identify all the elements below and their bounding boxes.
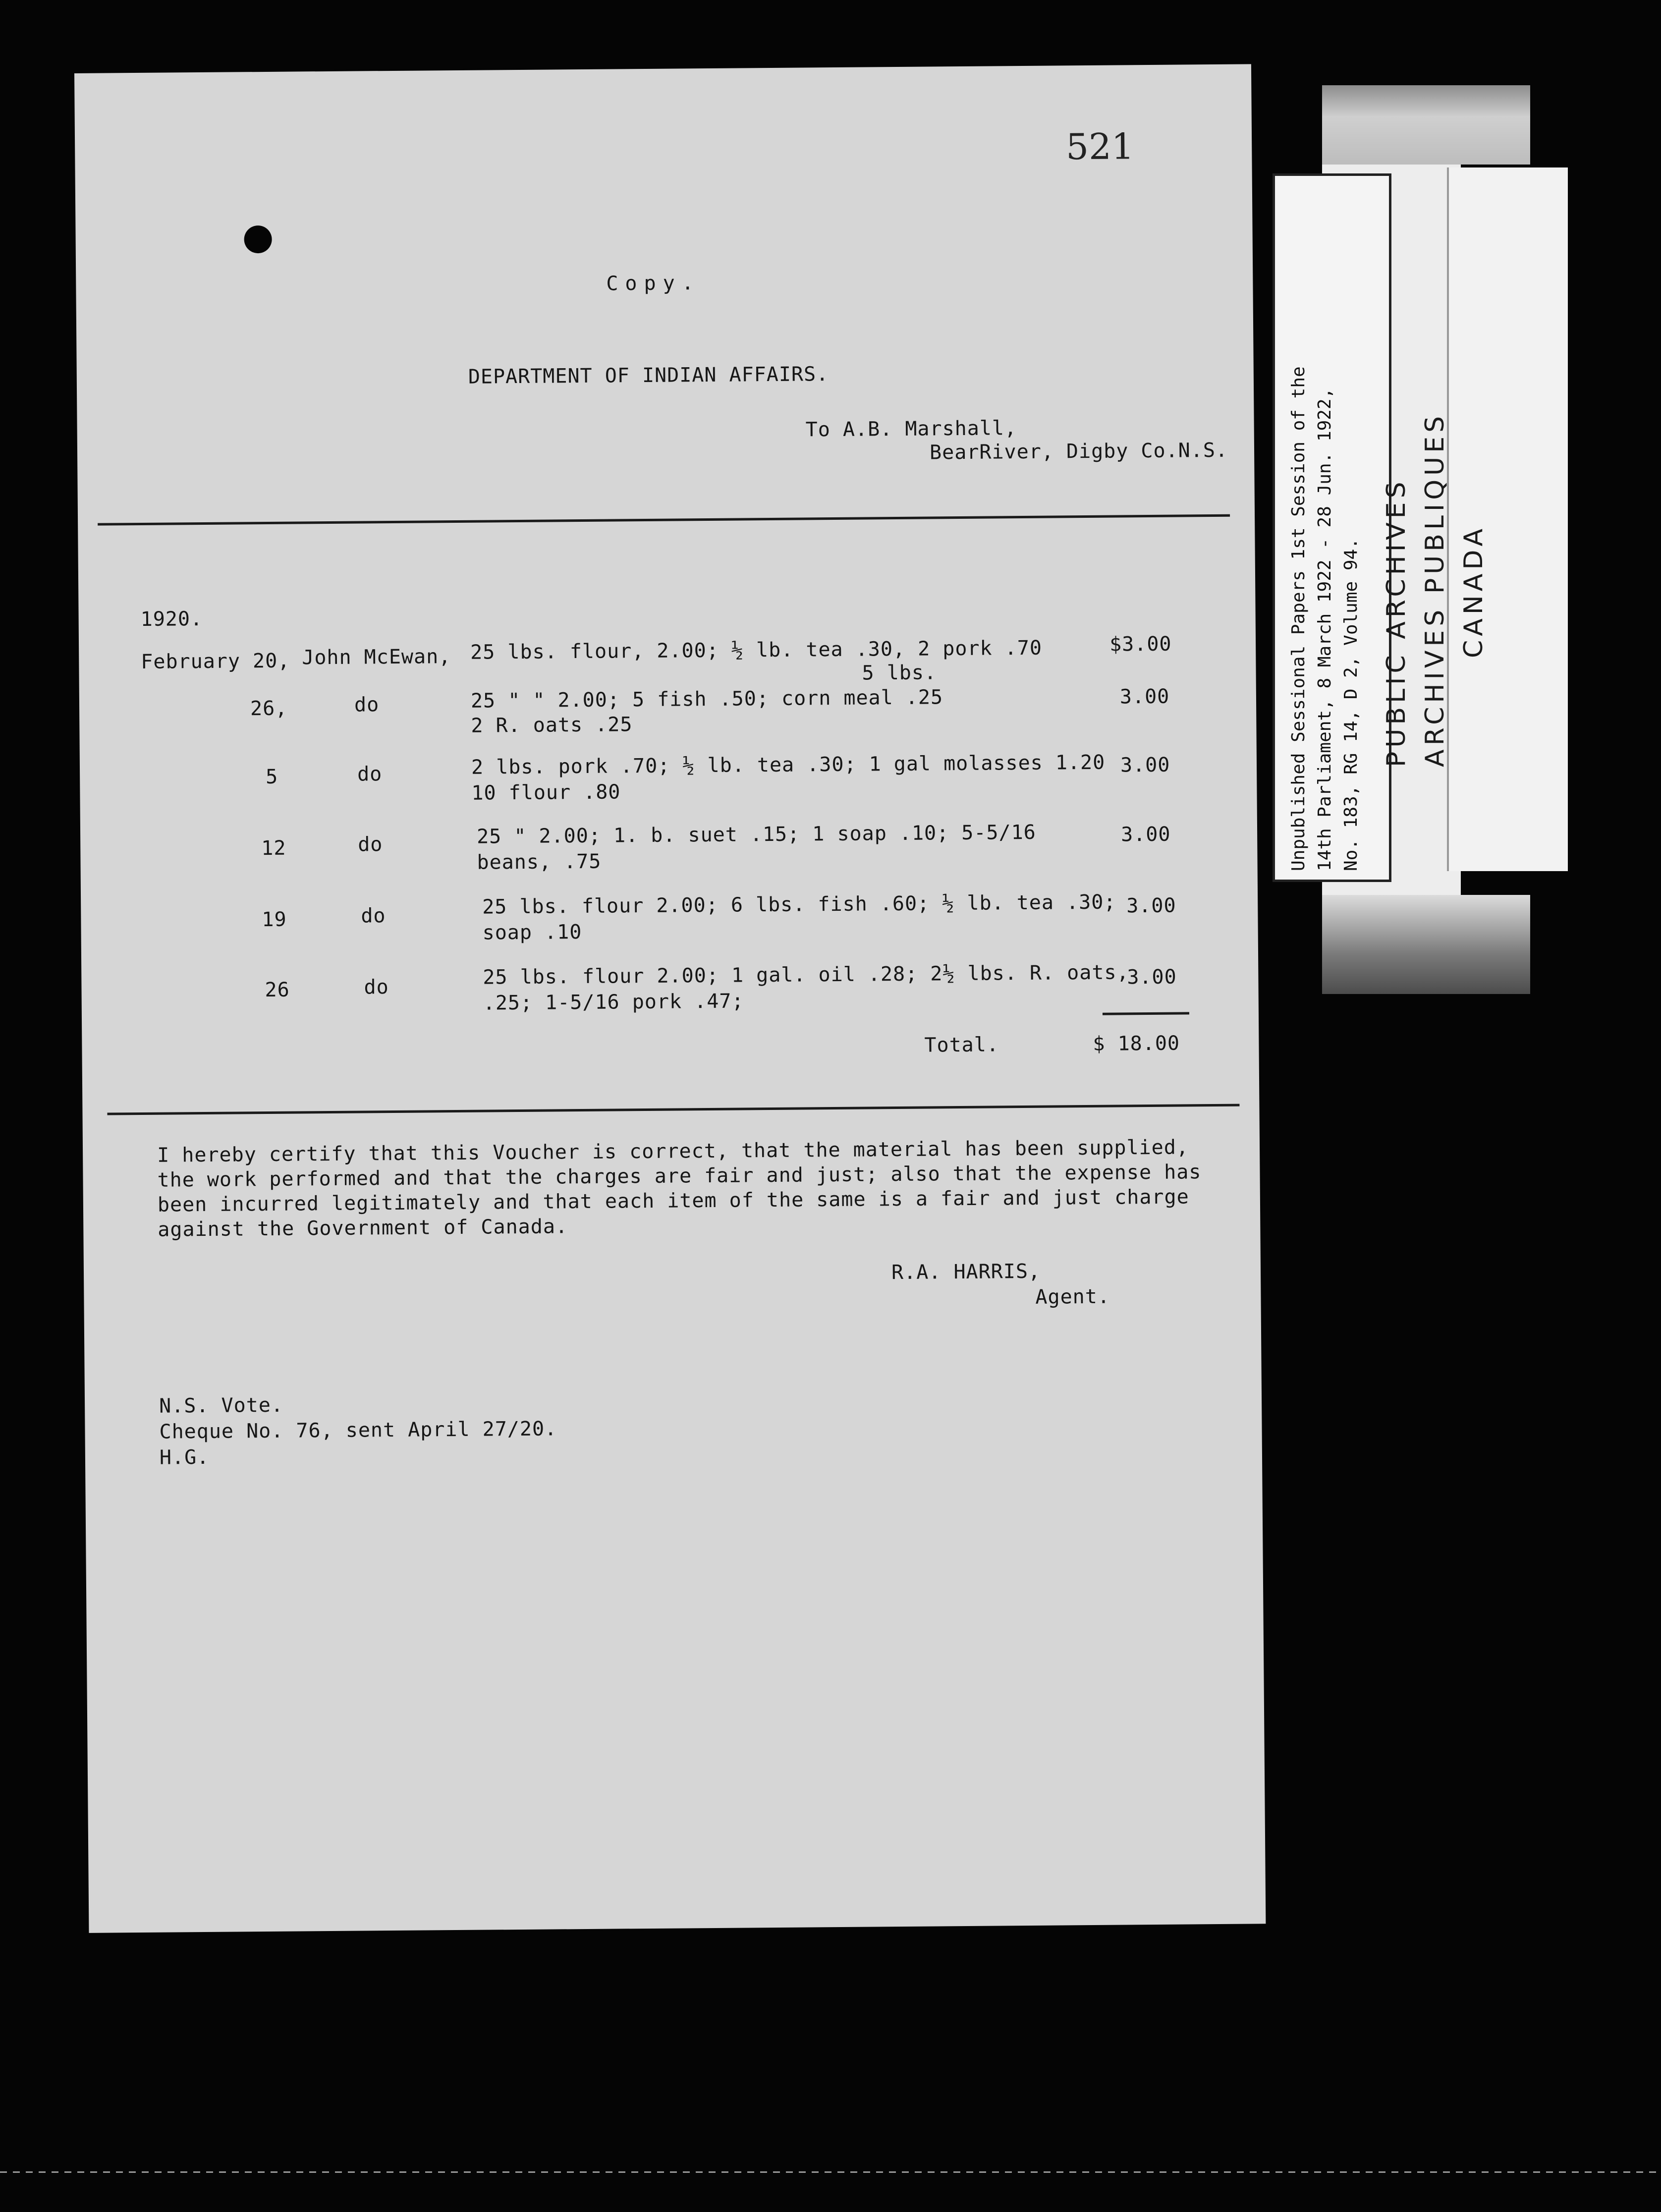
archive-label-line: 14th Parliament, 8 March 1922 - 28 Jun. 1922, <box>1315 387 1335 871</box>
entry-amount: $3.00 <box>1109 632 1172 656</box>
signer-name: R.A. HARRIS, <box>891 1260 1041 1284</box>
entry-date: 19 <box>262 908 287 932</box>
entry-amount: 3.00 <box>1120 823 1171 846</box>
entry-description-note: 5 lbs. <box>862 661 937 685</box>
entry-amount: 3.00 <box>1120 753 1170 777</box>
entry-description: 2 lbs. pork .70; ½ lb. tea .30; 1 gal molasses 1.20 <box>471 751 1106 779</box>
entry-name: do <box>357 763 383 786</box>
entry-name: do <box>364 976 389 999</box>
signer-title: Agent. <box>1035 1285 1110 1309</box>
archive-strip-bottom <box>1322 895 1530 994</box>
entry-name: do <box>361 904 386 928</box>
entry-description: 25 lbs. flour, 2.00; ½ lb. tea .30, 2 pork .70 <box>470 636 1043 664</box>
department-title: DEPARTMENT OF INDIAN AFFAIRS. <box>468 363 829 388</box>
entry-description-line2: 2 R. oats .25 <box>471 713 633 737</box>
archive-strip-top <box>1322 85 1530 165</box>
voucher-sheet <box>74 64 1266 1933</box>
copy-label: Copy. <box>606 272 701 295</box>
entry-date: February 20, <box>141 649 290 673</box>
entry-description-line2: .25; 1-5/16 pork .47; <box>483 990 744 1015</box>
entry-date: 5 <box>265 765 278 789</box>
voucher-year: 1920. <box>140 607 203 631</box>
entry-description: 25 " 2.00; 1. b. suet .15; 1 soap .10; 5-5/16 <box>476 821 1036 848</box>
initials-note: H.G. <box>159 1445 210 1469</box>
entry-date: 12 <box>261 836 286 860</box>
entry-date: 26 <box>265 978 290 1002</box>
entry-amount: 3.00 <box>1127 965 1177 989</box>
bottom-rule <box>107 1104 1239 1115</box>
total-label: Total. <box>924 1033 999 1057</box>
archive-stamp-line: ARCHIVES PUBLIQUES <box>1420 412 1450 767</box>
entry-name: do <box>354 693 380 717</box>
page-number: 521 <box>1065 125 1134 168</box>
vote-note: N.S. Vote. <box>159 1393 284 1418</box>
punch-hole <box>244 225 272 253</box>
entry-description-line2: beans, .75 <box>477 850 602 874</box>
archive-strip-backing <box>1447 167 1568 871</box>
payee-address: BearRiver, Digby Co.N.S. <box>929 439 1228 464</box>
entry-description-line2: 10 flour .80 <box>471 780 621 805</box>
total-rule <box>1103 1012 1189 1015</box>
entry-description-line2: soap .10 <box>482 921 582 944</box>
entry-description: 25 lbs. flour 2.00; 1 gal. oil .28; 2½ lbs. R. oats, <box>483 961 1129 989</box>
entry-amount: 3.00 <box>1119 685 1170 709</box>
payee-name: To A.B. Marshall, <box>805 417 1017 442</box>
entry-date: 26, <box>250 697 288 720</box>
entry-description: 25 lbs. flour 2.00; 6 lbs. fish .60; ½ lb. tea .30; <box>482 890 1116 919</box>
certification-text: I hereby certify that this Voucher is correct, that the material has been supplied, the work performed and that the charges are fair and just; also that the expense has been incurred legitimately and that each item of the same is a fair and just charge against the Government of Canada. <box>157 1136 1202 1241</box>
archive-stamp-line: PUBLIC ARCHIVES <box>1382 478 1411 767</box>
cheque-note: Cheque No. 76, sent April 27/20. <box>159 1417 557 1443</box>
scan-edge <box>0 2171 1661 2173</box>
entry-name: John McEwan, <box>302 645 451 669</box>
entry-name: do <box>358 833 383 856</box>
total-amount: $ 18.00 <box>1093 1032 1180 1055</box>
archive-stamp-line: CANADA <box>1459 524 1489 658</box>
entry-amount: 3.00 <box>1126 894 1176 918</box>
archive-label-line: No. 183, RG 14, D 2, Volume 94. <box>1341 538 1361 871</box>
archive-label-line: Unpublished Sessional Papers 1st Session of the <box>1288 366 1309 871</box>
top-rule <box>98 514 1230 526</box>
entry-description: 25 " " 2.00; 5 fish .50; corn meal .25 <box>470 686 943 713</box>
